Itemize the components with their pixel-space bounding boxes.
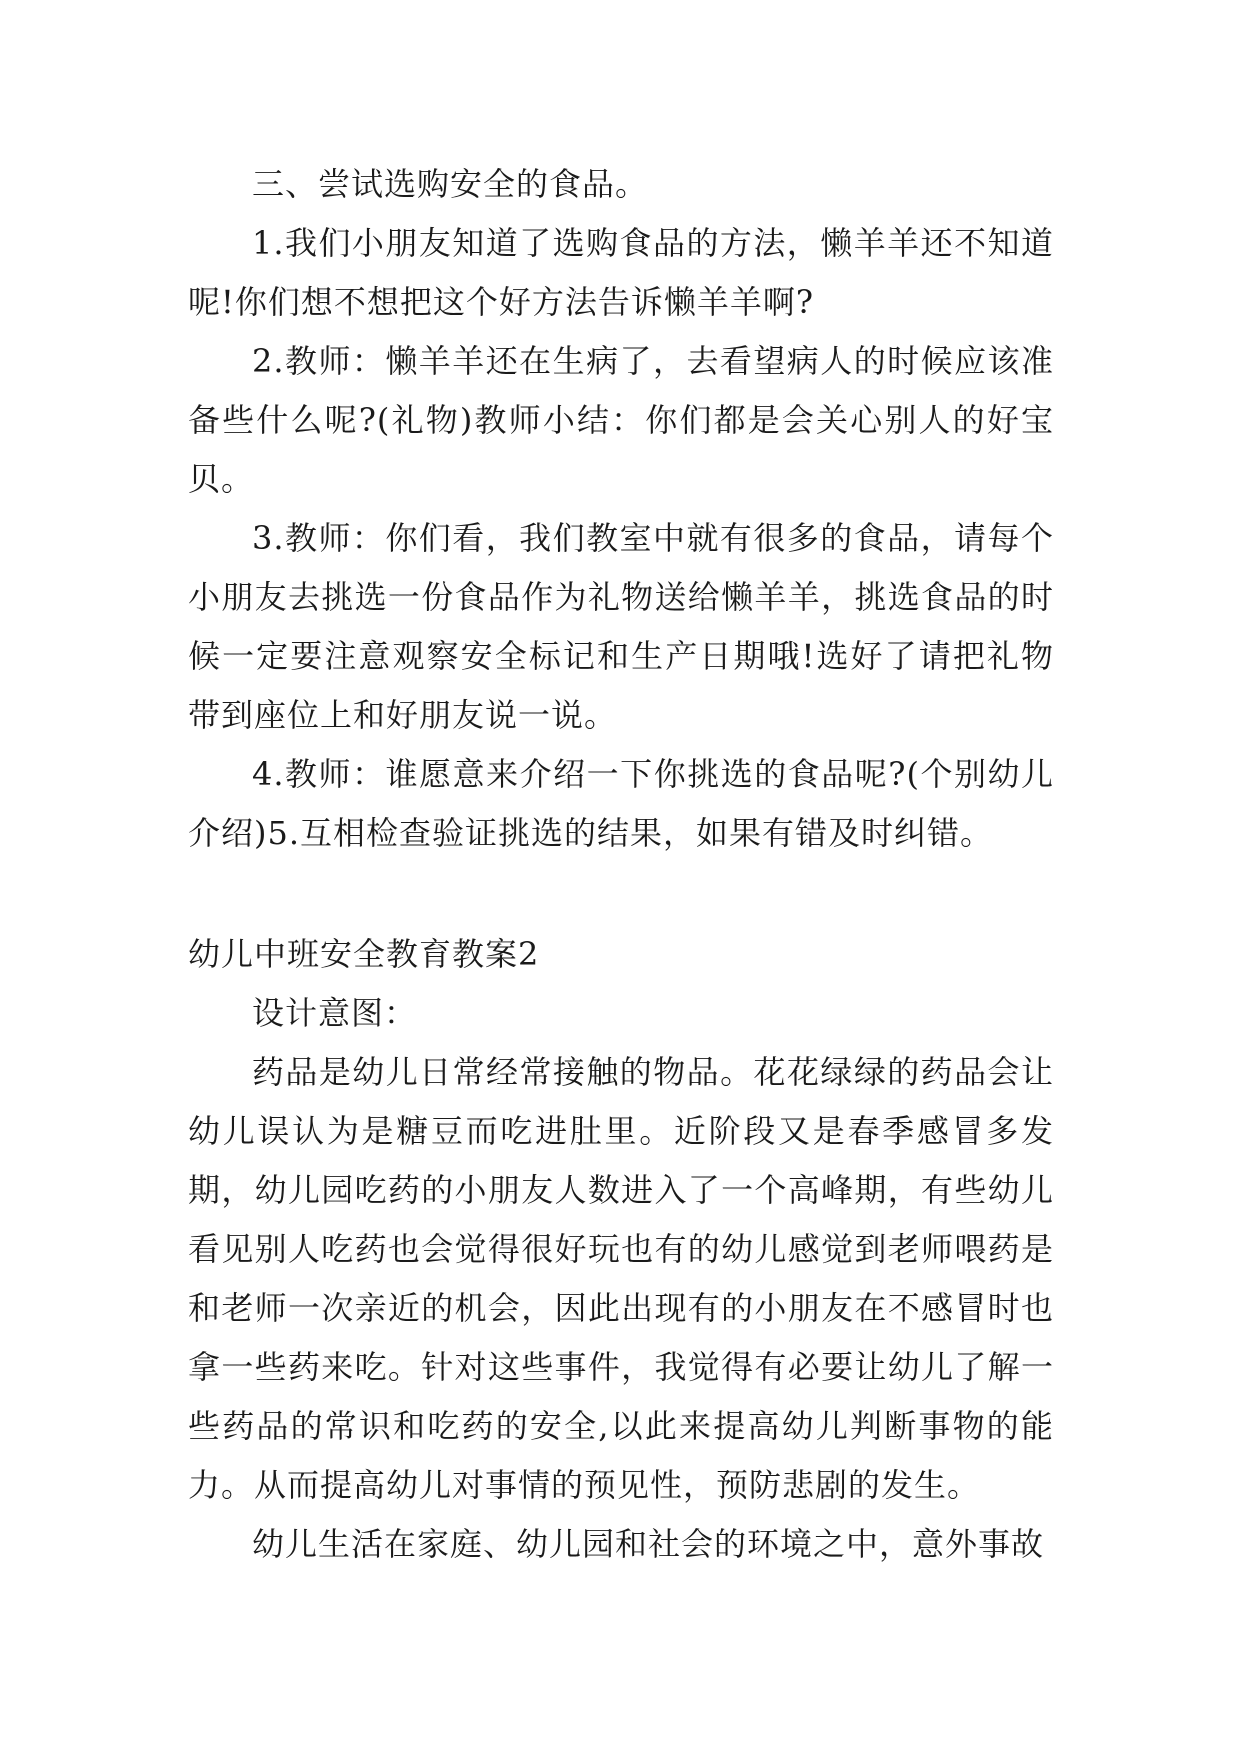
list-item-3: 3.教师：你们看，我们教室中就有很多的食品，请每个小朋友去挑选一份食品作为礼物送给懒羊羊，挑选食品的时候一定要注意观察安全标记和生产日期哦!选好了请把礼物带到座位上和好朋友说一说。 [188,519,1054,734]
design-intent-paragraph: 药品是幼儿日常经常接触的物品。花花绿绿的药品会让幼儿误认为是糖豆而吃进肚里。近阶段又是春季感冒多发期，幼儿园吃药的小朋友人数进入了一个高峰期，有些幼儿看见别人吃药也会觉得很好玩也有的幼儿感觉到老师喂药是和老师一次亲近的机会，因此出现有的小朋友在不感冒时也拿一些药来吃。针对这些事件，我觉得有必要让幼儿了解一些药品的常识和吃药的安全,以此来提高幼儿判断事物的能力。从而提高幼儿对事情的预见性，预防悲剧的发生。 [188,1053,1054,1504]
list-item-1: 1.我们小朋友知道了选购食品的方法，懒羊羊还不知道呢!你们想不想把这个好方法告诉懒羊羊啊? [188,224,1054,321]
design-intent-label: 设计意图： [252,994,418,1032]
section-title: 三、尝试选购安全的食品。 [252,165,649,203]
context-paragraph: 幼儿生活在家庭、幼儿园和社会的环境之中，意外事故 [252,1525,1045,1563]
document-page [188,155,1054,1574]
lesson-heading: 幼儿中班安全教育教案2 [188,935,540,973]
list-item-4: 4.教师：谁愿意来介绍一下你挑选的食品呢?(个别幼儿介绍)5.互相检查验证挑选的结果，如果有错及时纠错。 [188,755,1054,852]
list-item-2: 2.教师：懒羊羊还在生病了，去看望病人的时候应该准备些什么呢?(礼物)教师小结：你们都是会关心别人的好宝贝。 [188,342,1054,498]
